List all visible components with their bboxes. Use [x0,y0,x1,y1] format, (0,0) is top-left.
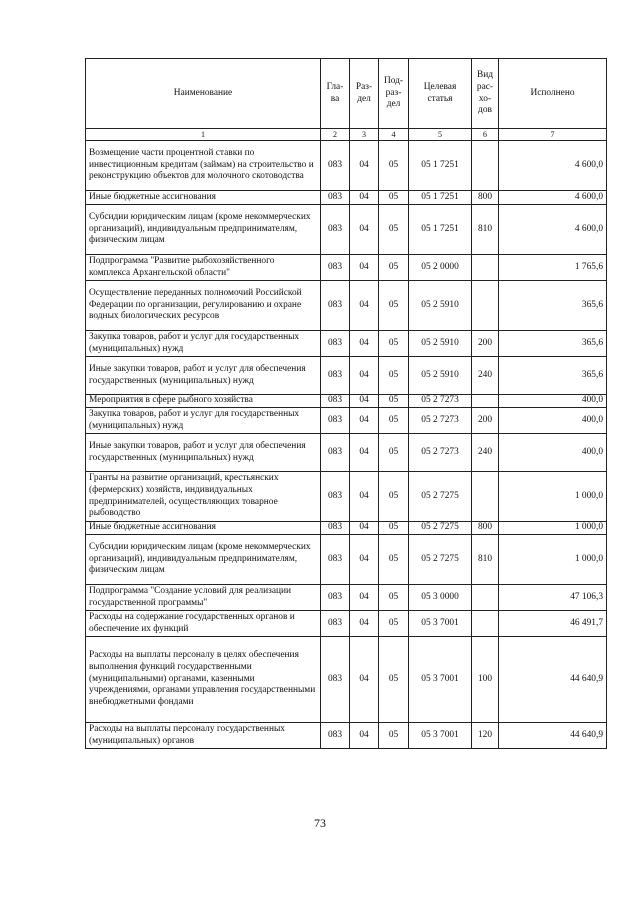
row-subsection: 05 [379,472,409,522]
row-name: Иные бюджетные ассигнования [86,191,321,205]
row-amount: 4 600,0 [499,191,607,205]
row-expense-type [472,611,499,637]
row-name: Иные закупки товаров, работ и услуг для обеспечения государственных (муниципальных) нужд [86,434,321,472]
row-target: 05 2 5910 [409,331,472,357]
row-section: 04 [350,395,379,408]
row-section: 04 [350,585,379,611]
row-amount: 44 640,9 [499,723,607,749]
row-name: Иные бюджетные ассигнования [86,522,321,535]
row-amount: 4 600,0 [499,205,607,255]
row-subsection: 05 [379,585,409,611]
row-subsection: 05 [379,141,409,191]
row-expense-type: 200 [472,331,499,357]
row-amount: 44 640,9 [499,637,607,723]
row-subsection: 05 [379,434,409,472]
header-name: Наименование [86,59,321,129]
row-section: 04 [350,472,379,522]
column-number: 2 [321,129,350,141]
row-chapter: 083 [321,395,350,408]
row-section: 04 [350,611,379,637]
row-amount: 365,6 [499,357,607,395]
row-expense-type [472,395,499,408]
row-name: Субсидии юридическим лицам (кроме некоммерческих организаций), индивидуальным предпринимателям, физическим лицам [86,535,321,585]
row-subsection: 05 [379,331,409,357]
table-row [86,395,607,408]
table-row [86,472,607,522]
row-section: 04 [350,637,379,723]
table-row [86,408,607,434]
table-row [86,723,607,749]
row-amount: 1 765,6 [499,255,607,281]
table-row [86,141,607,191]
row-chapter: 083 [321,408,350,434]
table-body [86,141,607,749]
row-name: Расходы на выплаты персоналу в целях обеспечения выполнения функций государственными (муниципальными) органами, казенными учреждениями, органами управления государственными внебюджетными фондами [86,637,321,723]
row-amount: 365,6 [499,281,607,331]
row-section: 04 [350,357,379,395]
row-target: 05 2 0000 [409,255,472,281]
row-chapter: 083 [321,535,350,585]
row-subsection: 05 [379,723,409,749]
row-subsection: 05 [379,522,409,535]
row-expense-type: 120 [472,723,499,749]
row-name: Подпрограмма "Развитие рыбохозяйственного комплекса Архангельской области" [86,255,321,281]
row-target: 05 2 7275 [409,522,472,535]
row-chapter: 083 [321,357,350,395]
column-number: 6 [472,129,499,141]
row-target: 05 2 7273 [409,395,472,408]
row-subsection: 05 [379,535,409,585]
budget-execution-table [85,58,607,749]
column-number: 3 [350,129,379,141]
table-row [86,585,607,611]
row-subsection: 05 [379,357,409,395]
row-target: 05 2 7275 [409,535,472,585]
header-target: Целевая статья [409,59,472,129]
header-subsection: Под-раз-дел [379,59,409,129]
table-header-row [86,59,607,129]
row-section: 04 [350,535,379,585]
table-row [86,191,607,205]
header-section: Раз-дел [350,59,379,129]
table-row [86,281,607,331]
row-subsection: 05 [379,205,409,255]
row-name: Иные закупки товаров, работ и услуг для обеспечения государственных (муниципальных) нужд [86,357,321,395]
row-section: 04 [350,191,379,205]
row-subsection: 05 [379,637,409,723]
row-subsection: 05 [379,281,409,331]
row-expense-type: 200 [472,408,499,434]
row-expense-type: 800 [472,191,499,205]
column-number-row [86,129,607,141]
row-amount: 365,6 [499,331,607,357]
row-chapter: 083 [321,281,350,331]
row-name: Закупка товаров, работ и услуг для государственных (муниципальных) нужд [86,331,321,357]
row-name: Субсидии юридическим лицам (кроме некоммерческих организаций), индивидуальным предпринимателям, физическим лицам [86,205,321,255]
row-target: 05 1 7251 [409,141,472,191]
row-name: Мероприятия в сфере рыбного хозяйства [86,395,321,408]
row-expense-type: 800 [472,522,499,535]
row-subsection: 05 [379,408,409,434]
row-chapter: 083 [321,205,350,255]
row-expense-type [472,585,499,611]
row-target: 05 3 7001 [409,637,472,723]
row-subsection: 05 [379,191,409,205]
column-number: 7 [499,129,607,141]
row-section: 04 [350,141,379,191]
row-subsection: 05 [379,395,409,408]
row-section: 04 [350,205,379,255]
table-row [86,637,607,723]
row-amount: 400,0 [499,395,607,408]
row-section: 04 [350,522,379,535]
row-target: 05 3 7001 [409,723,472,749]
table-row [86,611,607,637]
row-chapter: 083 [321,191,350,205]
column-number: 1 [86,129,321,141]
row-expense-type: 810 [472,205,499,255]
row-section: 04 [350,331,379,357]
row-subsection: 05 [379,255,409,281]
row-name: Осуществление переданных полномочий Российской Федерации по организации, регулированию и охране водных биологических ресурсов [86,281,321,331]
row-name: Расходы на выплаты персоналу государственных (муниципальных) органов [86,723,321,749]
row-name: Гранты на развитие организаций, крестьянских (фермерских) хозяйств, индивидуальных предпринимателей, осуществляющих товарное рыбоводство [86,472,321,522]
row-chapter: 083 [321,434,350,472]
row-name: Возмещение части процентной ставки по инвестиционным кредитам (займам) на строительство и реконструкцию объектов для молочного скотоводства [86,141,321,191]
row-subsection: 05 [379,611,409,637]
row-amount: 47 106,3 [499,585,607,611]
row-chapter: 083 [321,255,350,281]
row-amount: 400,0 [499,434,607,472]
row-amount: 46 491,7 [499,611,607,637]
table-row [86,255,607,281]
row-chapter: 083 [321,723,350,749]
row-amount: 1 000,0 [499,535,607,585]
row-chapter: 083 [321,611,350,637]
row-target: 05 2 5910 [409,357,472,395]
header-expense-type: Вид рас-хо-дов [472,59,499,129]
row-section: 04 [350,408,379,434]
row-section: 04 [350,255,379,281]
row-amount: 1 000,0 [499,472,607,522]
row-section: 04 [350,434,379,472]
row-name: Подпрограмма "Создание условий для реализации государственной программы" [86,585,321,611]
row-name: Закупка товаров, работ и услуг для государственных (муниципальных) нужд [86,408,321,434]
row-chapter: 083 [321,472,350,522]
row-target: 05 3 7001 [409,611,472,637]
row-expense-type [472,255,499,281]
row-name: Расходы на содержание государственных органов и обеспечение их функций [86,611,321,637]
row-target: 05 2 7275 [409,472,472,522]
row-amount: 1 000,0 [499,522,607,535]
row-expense-type [472,281,499,331]
column-number: 5 [409,129,472,141]
row-target: 05 1 7251 [409,191,472,205]
row-chapter: 083 [321,637,350,723]
row-expense-type [472,141,499,191]
row-target: 05 2 7273 [409,434,472,472]
column-number: 4 [379,129,409,141]
row-chapter: 083 [321,331,350,357]
table-row [86,522,607,535]
table-row [86,331,607,357]
row-expense-type: 100 [472,637,499,723]
row-chapter: 083 [321,522,350,535]
header-executed: Исполнено [499,59,607,129]
table-row [86,205,607,255]
row-expense-type: 240 [472,434,499,472]
row-chapter: 083 [321,141,350,191]
row-target: 05 1 7251 [409,205,472,255]
header-chapter: Гла-ва [321,59,350,129]
row-chapter: 083 [321,585,350,611]
page-number: 73 [314,816,326,830]
row-target: 05 2 7273 [409,408,472,434]
table-row [86,357,607,395]
row-section: 04 [350,723,379,749]
row-section: 04 [350,281,379,331]
row-target: 05 2 5910 [409,281,472,331]
row-amount: 400,0 [499,408,607,434]
row-expense-type [472,472,499,522]
row-expense-type: 240 [472,357,499,395]
row-expense-type: 810 [472,535,499,585]
table-row [86,434,607,472]
table-row [86,535,607,585]
row-amount: 4 600,0 [499,141,607,191]
row-target: 05 3 0000 [409,585,472,611]
